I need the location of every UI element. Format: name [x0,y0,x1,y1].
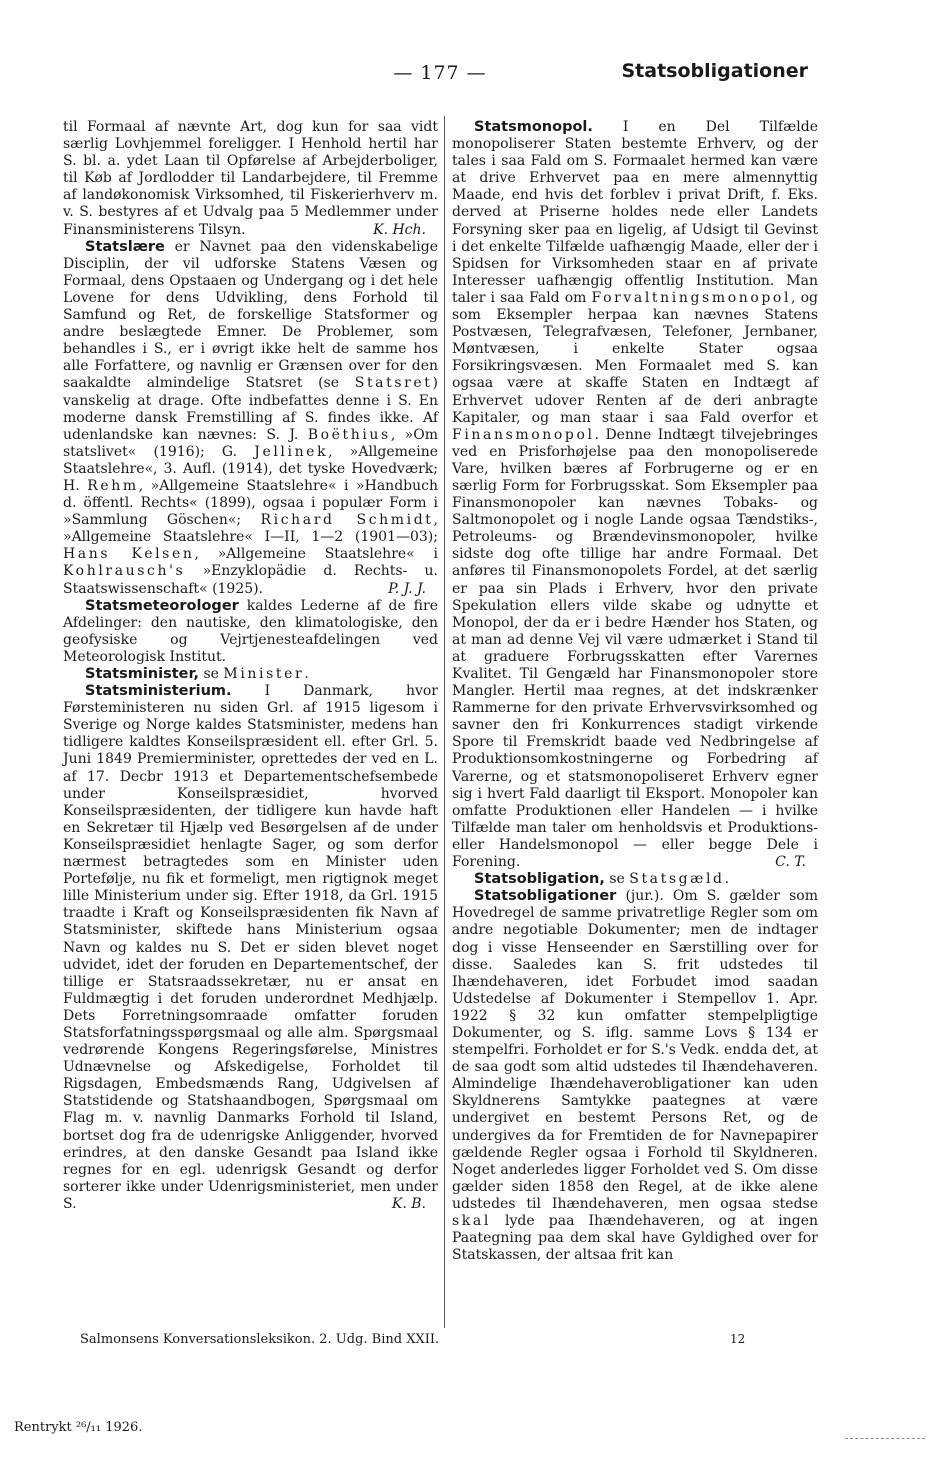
cross-reference: Finansmonopol [452,426,595,443]
headword: Statsminister, [85,666,200,682]
article-text: I en Del Tilfælde monopoliserer Staten bestemte Erhverv, og der tales i saa Fald om S. Formaalet hermed kan være at drive Erhvervet paa en mere almennyttig Maade, end hvis det forblev i privat Drift, f. Eks. derved at Priserne holdes nede eller Landets Forsyning sker paa en ligelig, af Udsigt til Gevinst i det enkelte Tilfælde uafhængig Maade, eller der i Spidsen for Virksomheden staar en af private Interesser uafhængig offentlig Institution. Man taler i saa Fald om [452,119,818,306]
article-entry [63,666,438,683]
bottom-rule [845,1438,925,1440]
article-text: »Enzyklopädie d. Rechts- u. Staatswissenschaft« (1925). [63,563,438,597]
article-entry [452,888,818,1264]
article-text: til Formaal af nævnte Art, dog kun for saa vidt særlig Lovhjemmel foreligger. I Henhold hertil har S. bl. a. ydet Laan til Opførelse af Arbejderboliger, til Køb af Jordlodder til Landarbejdere, til Fremme af landøkonomisk Virksomhed, til Fiskerierhverv m. v. S. bestyres af et Udvalg paa 5 Medlemmer under Finansministerens Tilsyn. [63,119,438,238]
author-signature: K. Hch. [373,221,426,238]
headword: Statsobligation, [474,871,605,888]
article-text: , »Allgemeine Staatslehre« i »Handbuch d. öffentl. Rechts« (1899), ogsaa i populær Form i »Sammlung Göschen«; [63,477,438,529]
headword: Statsmonopol. [474,119,593,135]
running-head: Statsobligationer [621,60,808,82]
article-entry [63,598,438,666]
cross-reference: Statsret [354,375,433,392]
article-text: lyde paa Ihændehaveren, og at ingen Paategning paa dem skal have Gyldighed over for Statskassen, der altsaa frit kan [452,1213,818,1264]
headword: Statsobligationer [474,888,617,905]
cross-reference: Hans Kelsen [63,546,195,563]
article-text: (jur.). Om S. gælder som Hovedregel de samme privatretlige Regler som om andre negotiable Dokumenter; men de indtager dog i visse Henseender en Særstilling over for disse. Saaledes kan S. frit udstedes til Ihændehaveren, idet Forbudet imod saadan Udstedelse af Dokumenter i Stempellov 1. Apr. 1922 § 32 kun omfatter stempelpligtige Dokumenter, og S. iflg. samme Lovs § 134 er stempelfri. Forholdet er for S.'s Vedk. endda det, at de saa godt som altid udstedes til Ihændehaveren. Almindelige Ihændehaverobligationer kan uden Skyldnerens Samtykke paategnes at være undergivet en bestemt Persons Ret, og de undergives da for Fremtiden de for Navnepapirer gældende Regler ogsaa i Forhold til Skyldneren. Noget anderledes ligger Forholdet ved S. Om disse gælder siden 1858 den Regel, at de ikke alene udstedes til Ihændehaveren, men ogsaa stedse [452,888,818,1212]
right-column [452,119,818,1264]
article-text: kaldes Lederne af de fire Afdelinger: den nautiske, den klimatologiske, den geofysiske og Vejrtjenesteafdelingen ved Meteorologisk Institut. [63,597,438,665]
headword: Statsmeteorologer [85,597,239,614]
cross-reference: skal [452,1213,491,1229]
article-text: se [199,666,224,682]
cross-reference: Statsgæld [629,871,725,888]
article-entry [452,871,818,888]
cross-reference: Kohlrausch's [63,563,186,580]
sheet-number: 12 [730,1332,746,1346]
cross-reference: Boëthius [307,426,391,443]
article-text: . [724,871,730,888]
article-text: , »Om statslivet« (1916); G. [63,426,438,460]
article-entry [63,239,438,598]
article-text: , »Allgemeine Staatslehre« I—II, 1—2 (1901—03); [63,512,438,546]
cross-reference: Rehm [87,477,139,494]
article-text: . Denne Indtægt tilvejebringes ved en Prisforhøjelse paa den monopoliserede Vare, hvilken bæres af Forbrugerne og er en særlig Form for Forbrugsskat. Som Eksempler paa Finansmonopoler kan nævnes Tobaks- og Saltmonopolet og i nogle Lande ogsaa Tændstiks-, Petroleums- og Brændevinsmonopoler, hvilke sidste dog ofte tillige har andre Formaal. Det anføres til Finansmonopolets Fordel, at det særlig er paa sin Plads i Erhverv, hvor den private Spekulation ellers vilde skabe og udnytte et Monopol, der da er i bedre Hænder hos Staten, og at man ad denne Vej vil være udmærket i Stand til at graduere Forbrugsskatten efter Varernes Kvalitet. Til Gengæld har Finansmonopoler store Mangler. Hertil maa regnes, at det indskrænker Rammerne for den private Erhvervsvirksomhed og savner den fri Konkurrences stadigt virkende Spore til Fremskridt baade ved Nedbringelse af Produktionsomkostningerne og Forbedring af Varerne, og et statsmonopoliseret Erhverv egner sig i hvert Fald daarligt til Eksport. Monopoler kan omfatte Produktionen eller Handelen — i hvilke Tilfælde man taler om henholdsvis et Produktions- eller Handelsmonopol — eller begge Dele i Forening. [452,426,818,871]
headword: Statsministerium. [85,683,232,700]
cross-reference: Richard Schmidt [260,512,434,529]
article-text: , »Allgemeine Staatslehre« i [194,546,438,563]
headword: Statslære [85,238,165,255]
print-note: Rentrykt ²⁶/₁₁ 1926. [14,1420,143,1435]
page-number: — 177 — [393,62,487,84]
article-text: se [604,871,630,888]
article-text: , »Allgemeine Staatslehre«, 3. Aufl. (1914), det tyske Hovedværk; H. [63,443,438,494]
author-signature: K. B. [391,1195,426,1212]
article-entry [452,119,818,871]
article-text: er Navnet paa den videnskabelige Disciplin, der vil udforske Statens Væsen og Formaal, dens Opstaaen og Undergang og i det hele Lovene for dens Udvikling, dens Forhold til Samfund og Ret, de forskellige Statsformer og andre beslægtede Emner. De Problemer, som behandles i S., er i øvrigt ikke helt de samme hos alle Forfattere, og navnlig er Grænsen over for den saakaldte almindelige Statsret (se [63,238,438,392]
cross-reference: Minister [223,666,305,682]
column-divider [444,116,445,1328]
left-column [63,119,438,1213]
article-text: I Danmark, hvor Førsteministeren nu siden Grl. af 1915 ligesom i Sverige og Norge kaldes Statsminister, medens han tidligere kaldtes Konseilspræsident ell. efter Grl. 5. Juni 1849 Premierminister, oprettedes der ved en L. af 17. Decbr 1913 et Departementschefsembede under Konseilspræsidiet, hvorved Konseilspræsidenten, der tidligere kun havde haft en Sekretær til Hjælp ved Besørgelsen af de under Konseilspræsidiet henlagte Sager, og som derfor nærmest betragtedes som en Minister uden Portefølje, nu fik et formeligt, men rigtignok meget lille Ministerium under sig. Efter 1918, da Grl. 1915 traadte i Kraft og Konseilspræsidenten fik Navn af Statsminister, skiftede hans Ministerium ogsaa Navn og kaldes nu S. Det er siden blevet noget udvidet, idet der foruden en Departementschef, der tillige er Statsraadssekretær, nu er ansat en Fuldmægtig i det foruden underordnet Medhjælp. Dets Forretningsomraade omfatter foruden Statsforfatningsspørgsmaal og alle alm. Spørgsmaal vedrørende Kongens Regeringsførelse, Ministres Udnævnelse og Afskedigelse, Forholdet til Rigsdagen, Embedsmænds Rang, Udgivelsen af Statstidende og Statshaandbogen, Spørgsmaal om Flag m. v. navnlig Danmarks Forhold til Island, bortset dog fra de udenrigske Anliggender, hvorved erindres, at den danske Gesandt paa Island ikke regnes for en egl. udenrigsk Gesandt og derfor sorterer ikke under Udenrigsministeriet, men under S. [63,683,438,1212]
article-entry [63,683,438,1213]
article-text: . [304,666,309,682]
author-signature: P. J. J. [388,580,426,597]
article-text: ) vanskelig at drage. Ofte indbefattes denne i S. En moderne dansk Fremstilling af S. findes ikke. Af udenlandske kan nævnes: S. J. [63,375,438,443]
cross-reference: Jellinek [254,443,329,460]
cross-reference: Forvaltningsmonopol [591,289,792,306]
footer-source: Salmonsens Konversationsleksikon. 2. Udg. Bind XXII. [80,1332,440,1347]
article-continuation [63,119,438,239]
article-text: , og som Eksempler herpaa kan nævnes Statens Postvæsen, Telegrafvæsen, Telefoner, Jernbaner, Møntvæsen, i enkelte Stater ogsaa Forsikringsvæsen. Men Formaalet med S. kan ogsaa være at skaffe Staten en Indtægt af Erhvervet udover Renten af de deri anbragte Kapitaler, og man staar i saa Fald overfor et [452,289,818,426]
author-signature: C. T. [775,854,806,871]
